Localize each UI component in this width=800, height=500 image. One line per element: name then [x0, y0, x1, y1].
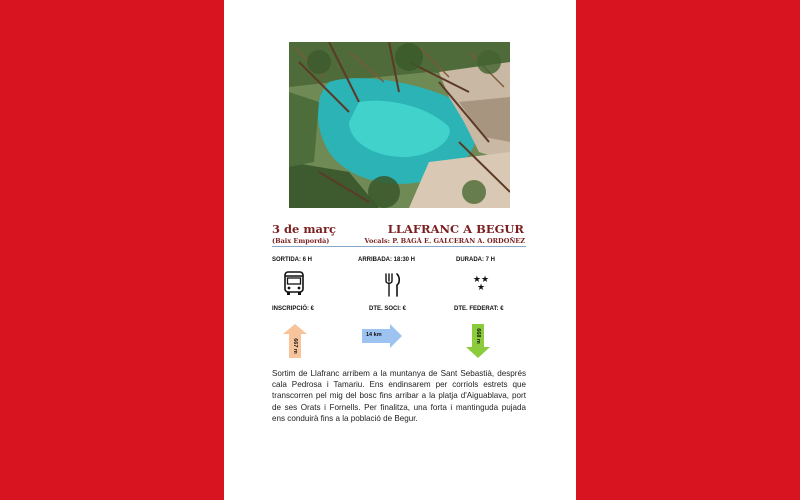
bus-icon	[283, 271, 305, 297]
descent-value: 668 m	[474, 328, 481, 344]
federated-discount-label: DTE. FEDERAT: €	[454, 306, 504, 312]
registration-label: INSCRIPCIÓ: €	[272, 306, 315, 312]
distance-arrow-icon	[362, 324, 402, 348]
flyer-page	[224, 0, 576, 500]
fork-knife-icon	[382, 273, 402, 297]
departure-label: SORTIDA: 6 H	[272, 257, 313, 263]
duration-label: DURADA: 7 H	[456, 257, 495, 263]
ascent-arrow-icon	[283, 324, 307, 358]
arrival-label: ARRIBADA: 18:30 H	[358, 257, 416, 263]
difficulty-stars-icon: ★★ ★	[472, 274, 490, 292]
coast-photo	[289, 42, 510, 208]
event-region: (Baix Empordà)	[272, 237, 330, 245]
route-title: LLAFRANC A BEGUR	[387, 222, 524, 236]
event-date: 3 de març	[272, 222, 337, 236]
distance-value: 14 km	[366, 332, 382, 338]
title-divider	[272, 246, 526, 247]
ascent-value: 667 m	[291, 338, 298, 354]
member-discount-label: DTE. SOCI: €	[369, 306, 407, 312]
vocals-line: Vocals: P. BAGÀ E. GALCERAN A. ORDOÑEZ	[364, 237, 525, 245]
route-description: Sortim de Llafranc arribem a la muntanya de Sant Sebastià, després cala Pedrosa i Tamariu. Ens endinsarem per corriols estrets que transcorren pel mig del bosc fins arribar a la platja d'Aiguablava, port de ses Orats i Fornells. Per finalitza, una forta i mantinguda pujada ens conduirà fins a la població de Begur.	[272, 369, 526, 423]
descent-arrow-icon	[466, 324, 490, 358]
